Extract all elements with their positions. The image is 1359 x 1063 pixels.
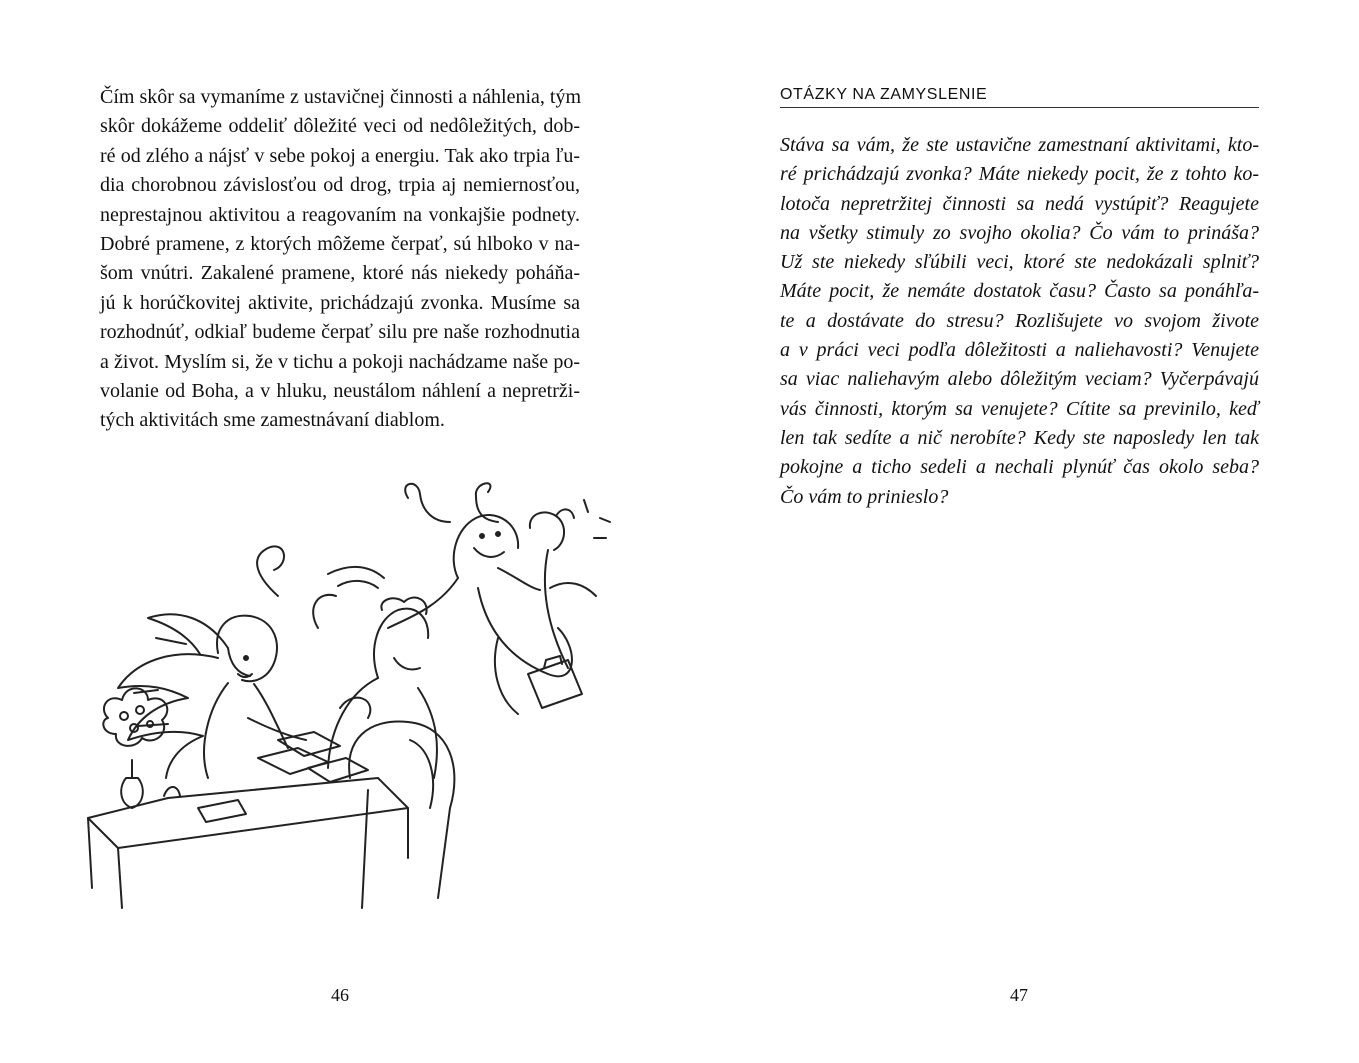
text-line: jú k horúčkovitej aktivite, prichádzajú zvonka. Musíme sa xyxy=(100,291,580,314)
page-number: 47 xyxy=(1010,985,1028,1005)
text-line: vás činnosti, ktorým sa venujete? Cítite sa previnilo, keď xyxy=(780,397,1259,420)
text-line: dia chorobnou závislosťou od drog, trpia aj nemiernosťou, xyxy=(100,174,580,197)
text-line: te a dostávate do stresu? Rozlišujete vo svojom živote xyxy=(780,309,1259,332)
text-line: len tak sedíte a nič nerobíte? Kedy ste naposledy len tak xyxy=(780,426,1259,449)
text-line: skôr dokážeme oddeliť dôležité veci od nedôležitých, dob- xyxy=(100,115,580,138)
text-line: ré prichádzajú zvonka? Máte niekedy pocit, že z tohto ko- xyxy=(780,163,1259,186)
text-line: neprestajnou aktivitou a reagovaním na vonkajšie podnety. xyxy=(100,203,580,226)
text-line: tých aktivitách sme zamestnávaní diablom. xyxy=(100,409,445,432)
text-line: ré od zlého a nájsť v sebe pokoj a energiu. Tak ako trpia ľu- xyxy=(100,144,580,167)
page-number: 46 xyxy=(331,985,349,1005)
text-line: Máte pocit, že nemáte dostatok času? Často sa ponáhľa- xyxy=(780,280,1259,303)
text-line: a život. Myslím si, že v tichu a pokoji nachádzame naše po- xyxy=(100,350,580,373)
text-line: Stáva sa vám, že ste ustavične zamestnaní aktivitami, kto- xyxy=(780,134,1259,156)
right-page xyxy=(680,0,1359,1063)
text-line: a v práci veci podľa dôležitosti a naliehavosti? Venujete xyxy=(780,339,1259,362)
text-line: lotoča nepretržitej činnosti sa nedá vystúpiť? Reagujete xyxy=(780,192,1259,215)
text-line: pokojne a ticho sedeli a nechali plynúť čas okolo seba? xyxy=(780,456,1259,479)
body-paragraph xyxy=(100,83,580,436)
text-line: šom vnútri. Zakalené pramene, ktoré nás niekedy poháňa- xyxy=(100,262,580,285)
text-line: volanie od Boha, a v hluku, neustálom náhlení a nepretrži- xyxy=(100,380,580,403)
text-line: Čo vám to prinieslo? xyxy=(780,485,949,508)
text-line: na všetky stimuly zo svojho okolia? Čo vám to prináša? xyxy=(780,221,1259,244)
text-line: sa viac naliehavým alebo dôležitým veciam? Vyčerpávajú xyxy=(780,368,1259,391)
text-line: rozhodnúť, odkiaľ budeme čerpať silu pre naše rozhodnutia xyxy=(100,321,580,344)
section-heading: OTÁZKY NA ZAMYSLENIE xyxy=(780,85,1259,108)
angel-devil-illustration xyxy=(78,478,618,918)
text-line: Čím skôr sa vymaníme z ustavičnej činnosti a náhlenia, tým xyxy=(100,86,582,108)
reflection-questions xyxy=(780,131,1259,512)
text-line: Dobré pramene, z ktorých môžeme čerpať, sú hlboko v na- xyxy=(100,233,580,256)
text-line: Už ste niekedy sľúbili veci, ktoré ste nedokázali splniť? xyxy=(780,251,1259,274)
